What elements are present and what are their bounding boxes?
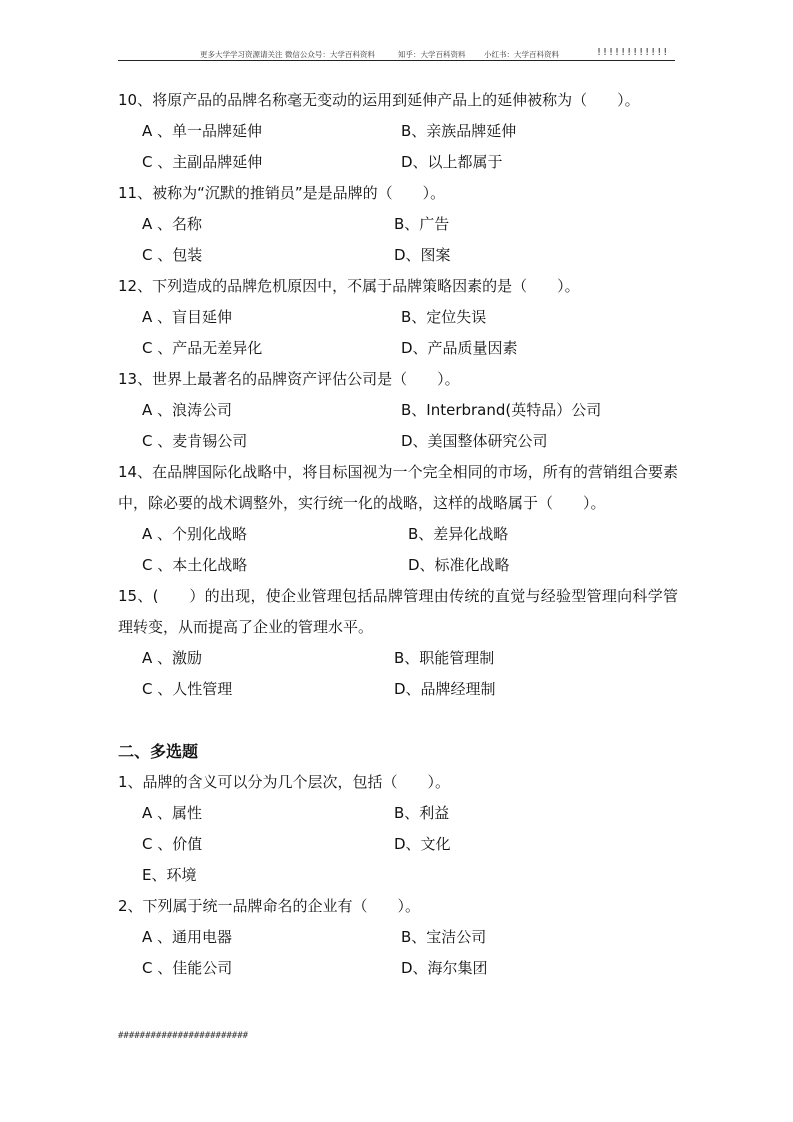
option-row: [118, 922, 678, 953]
section-title: 二、多选题: [118, 742, 199, 761]
option-d: D、海尔集团: [401, 959, 488, 977]
option-row: [118, 395, 678, 426]
header-note-xiaohongshu: 小红书：大学百科资料: [484, 50, 559, 59]
header-note-zhihu: 知乎：大学百科资料: [398, 50, 466, 59]
option-row: [118, 953, 678, 984]
question-list: [118, 85, 678, 984]
option-row: [118, 116, 678, 147]
option-d: D、美国整体研究公司: [401, 432, 548, 450]
option-c: C 、产品无差异化: [142, 339, 263, 357]
option-b: B、广告: [394, 215, 450, 233]
option-a: A 、盲目延伸: [142, 308, 233, 326]
option-row: [118, 860, 678, 891]
option-b: B、职能管理制: [394, 649, 495, 667]
option-b: B、Interbrand(英特品）公司: [401, 401, 602, 419]
option-row: [118, 147, 678, 178]
option-c: C 、本土化战略: [142, 556, 248, 574]
option-c: C 、价值: [142, 835, 203, 853]
option-c: C 、麦肯锡公司: [142, 432, 248, 450]
option-row: [118, 829, 678, 860]
option-row: [118, 302, 678, 333]
header-marks: !!!!!!!!!!!!: [596, 47, 669, 58]
option-row: [118, 643, 678, 674]
option-b: B、宝洁公司: [401, 928, 487, 946]
option-b: B、差异化战略: [408, 525, 509, 543]
option-c: C 、佳能公司: [142, 959, 233, 977]
option-row: [118, 333, 678, 364]
option-row: [118, 209, 678, 240]
page-header: [118, 46, 675, 61]
question-text: 10、将原产品的品牌名称毫无变动的运用到延伸产品上的延伸被称为（ ）。: [118, 91, 640, 109]
option-a: A 、浪涛公司: [142, 401, 233, 419]
option-row: [118, 550, 678, 581]
option-row: [118, 798, 678, 829]
page-footer: ########################: [118, 1031, 249, 1041]
option-d: D、文化: [394, 835, 451, 853]
option-row: [118, 674, 678, 705]
header-note-wechat: 更多大学学习资源请关注 微信公众号：大学百科资料: [200, 50, 375, 59]
option-row: [118, 426, 678, 457]
option-d: D、标准化战略: [408, 556, 510, 574]
option-a: A 、个别化战略: [142, 525, 248, 543]
option-e: E、环境: [142, 866, 197, 884]
option-d: D、产品质量因素: [401, 339, 518, 357]
option-b: B、利益: [394, 804, 450, 822]
option-a: A 、激励: [142, 649, 203, 667]
option-c: C 、人性管理: [142, 680, 233, 698]
question-text: 2、下列属于统一品牌命名的企业有（ ）。: [118, 897, 421, 915]
option-d: D、图案: [394, 246, 451, 264]
option-b: B、亲族品牌延伸: [401, 122, 517, 140]
option-c: C 、主副品牌延伸: [142, 153, 263, 171]
option-a: A 、单一品牌延伸: [142, 122, 263, 140]
option-d: D、以上都属于: [401, 153, 503, 171]
option-b: B、定位失误: [401, 308, 487, 326]
question-text: 11、被称为“沉默的推销员”是是品牌的（ ）。: [118, 184, 446, 202]
option-a: A 、名称: [142, 215, 203, 233]
option-row: [118, 519, 678, 550]
option-a: A 、属性: [142, 804, 203, 822]
question-text: 13、世界上最著名的品牌资产评估公司是（ ）。: [118, 370, 460, 388]
option-c: C 、包装: [142, 246, 203, 264]
option-row: [118, 240, 678, 271]
question-text: 1、品牌的含义可以分为几个层次，包括（ ）。: [118, 773, 451, 791]
option-a: A 、通用电器: [142, 928, 233, 946]
option-d: D、品牌经理制: [394, 680, 496, 698]
question-text: 12、下列造成的品牌危机原因中，不属于品牌策略因素的是（ ）。: [118, 277, 580, 295]
question-text: 14、在品牌国际化战略中，将目标国视为一个完全相同的市场，所有的营销组合要素中，除必要的战术调整外，实行统一化的战略，这样的战略属于（ ）。: [118, 463, 678, 512]
question-text: 15、( ）的出现，使企业管理包括品牌管理由传统的直觉与经验型管理向科学管理转变，从而提高了企业的管理水平。: [118, 587, 678, 636]
